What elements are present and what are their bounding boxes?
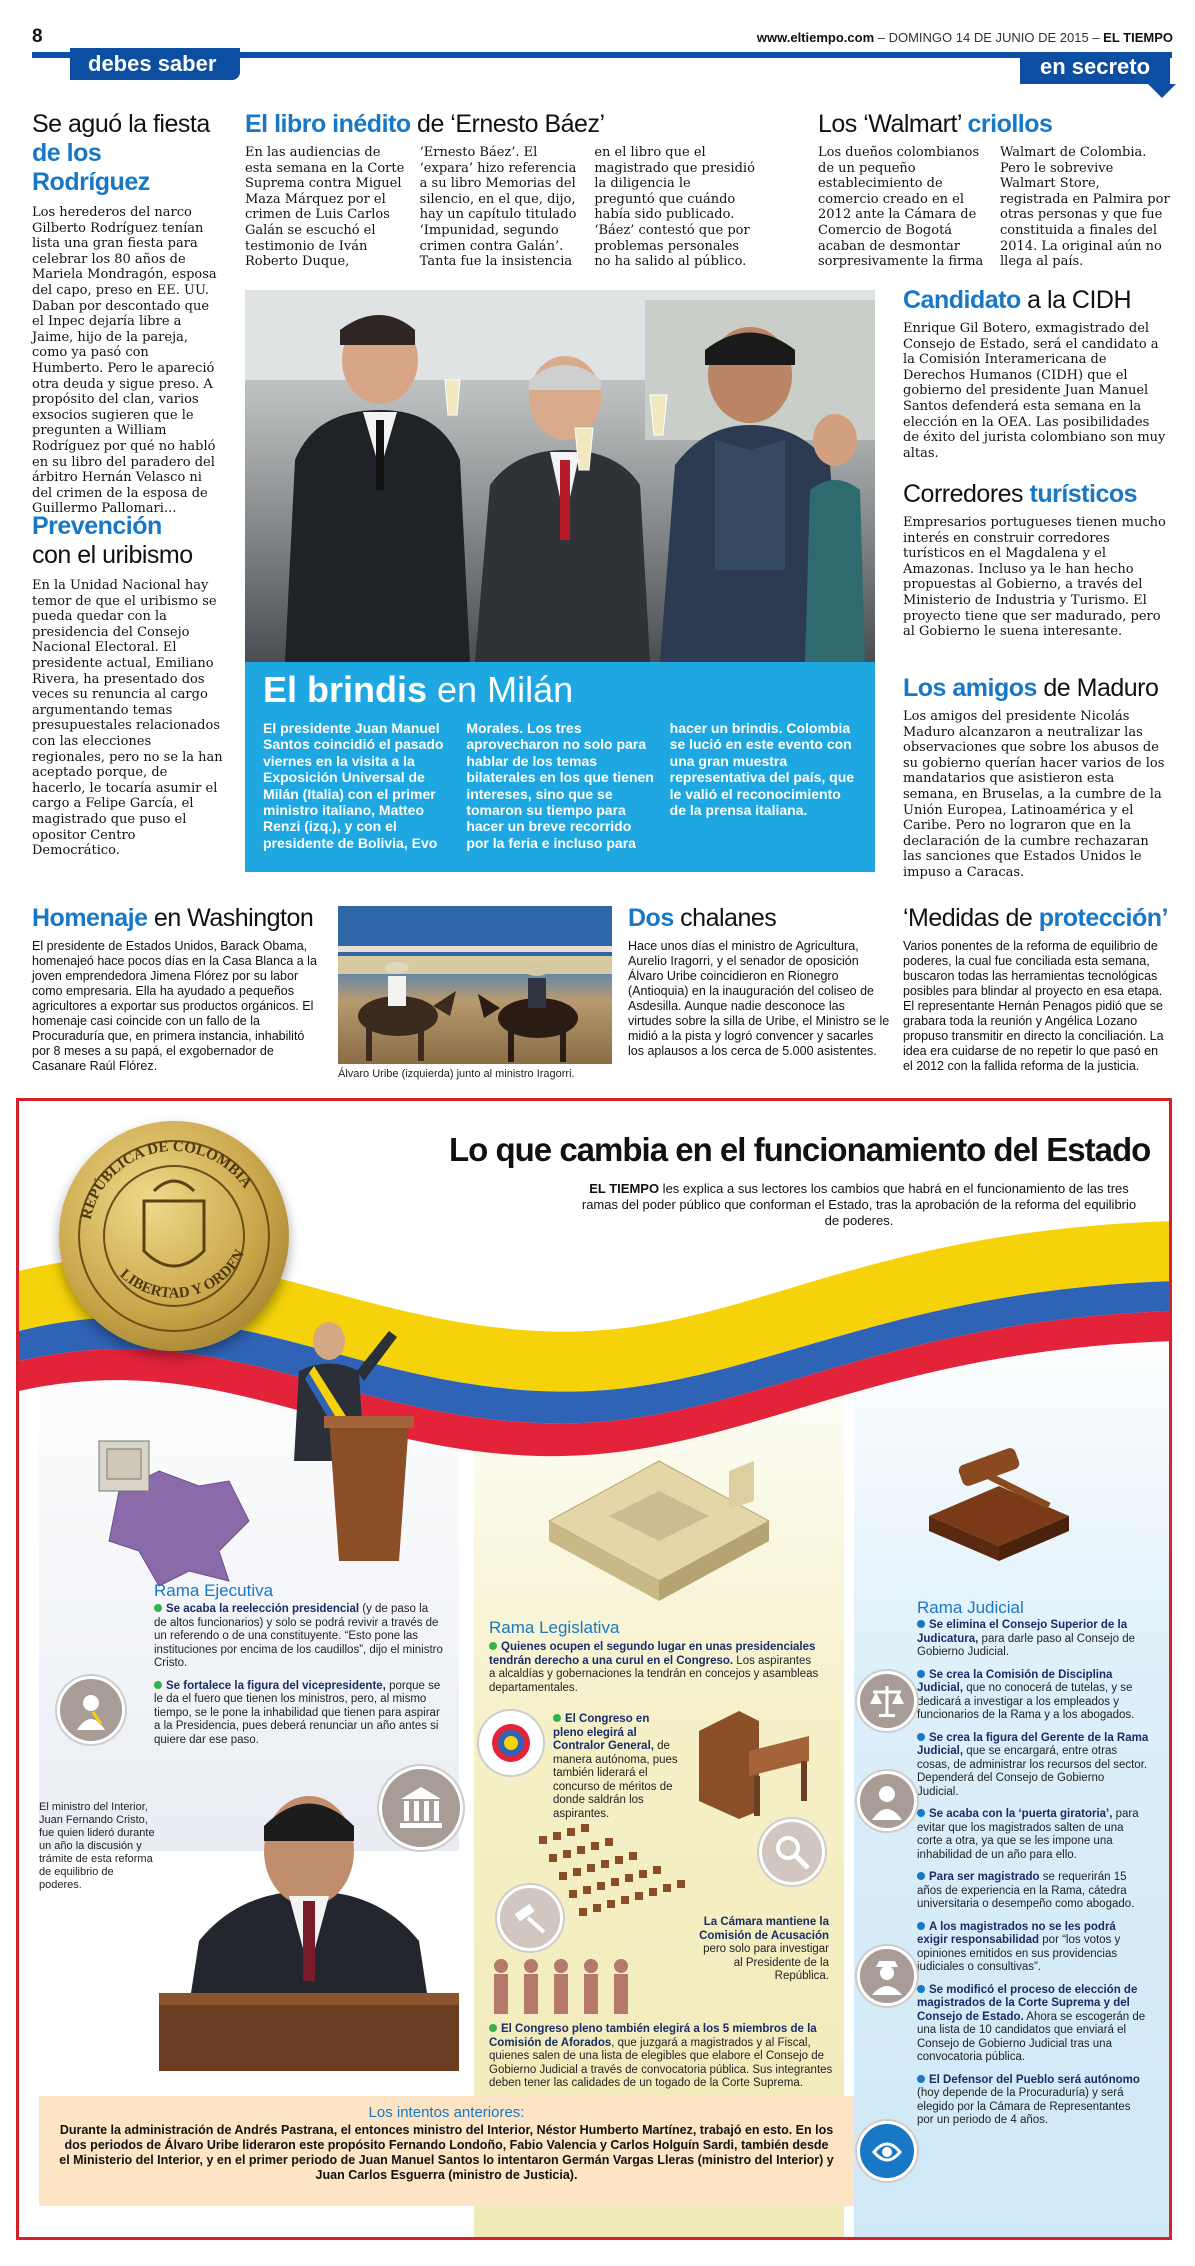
legislativa-item-4: El Congreso pleno también elegirá a los 5 miembros de la Comisión de Aforados, que juzgará a magistrados y al Fiscal, quienes salen de una lista de elegibles que elabore el Consejo de Gobierno Judicial a través de convocatoria pública. Sus integrantes deben tener las calidades de un togado de la Corte Suprema. — [489, 2023, 833, 2089]
article-body: Los dueños colombianos de un pequeño establecimiento de comercio creado en el 2012 ante la Cámara de Comercio de Bogotá acaban de desmontar sorpresivamente la firma Walmart de Colombia. Pero le sobrevive Walmart Store, registrada en Palmira por otras personas y que fue constituida a finales del 2014. La original aún no llega al país. — [818, 145, 1170, 270]
judicial-item-2: Se crea la Comisión de Disciplina Judicial, que no conocerá de tutelas, y se dedicará a investigar a los empleados y funcionarios de la Rama y a los abogados. — [917, 1668, 1135, 1721]
masthead-line — [757, 30, 1173, 45]
issue-date: – DOMINGO 14 DE JUNIO DE 2015 – — [874, 30, 1104, 45]
brindis-box — [245, 662, 875, 872]
legislativa-item-2: El Congreso en pleno elegirá al Contralor General, de manera autónoma, pues también liderará el concurso de méritos de donde saldrán los aspirantes. — [553, 1713, 678, 1820]
intentos-body: Durante la administración de Andrés Pastrana, el entonces ministro del Interior, Néstor Humberto Martínez, trabajó en esto. En los dos periodos de Álvaro Uribe lideraron este propósito Fernando Londoño, Fabio Valencia y Carlos Holguín Sardi, también desde el Ministerio del Interior, y en el primer periodo de Juan Manuel Santos lo intentaron Germán Vargas Lleras (ministro del Interior) y Juan Carlos Esguerra (ministro de Justicia). — [59, 2123, 834, 2182]
article-body: Los herederos del narco Gilberto Rodríguez tenían lista una gran fiesta para celebrar los 80 años de Mariela Mondragón, esposa del capo, preso en EE. UU. Daban por descontado que el Inpec dejaría libre a Jaime, hijo de la pareja, como ya pasó con Humberto. Pero le apareció otra deuda y sigue preso. A propósito del clan, varios exsocios sugieren que le pregunten a William Rodríguez por qué no habló en su libro del paradero del árbitro Hernán Velasco ni del crimen de la esposa de Guillermo Pallomari... — [32, 205, 217, 517]
judicial-item-3: Se crea la figura del Gerente de la Rama Judicial, que se encargará, entre otras cosas, de administrar los recursos del sector. Dependerá del Consejo de Gobierno Judicial. — [917, 1731, 1149, 1798]
graphic-frame — [16, 1098, 1172, 2240]
article-amigos — [903, 674, 1168, 881]
photo-horses — [338, 906, 612, 1064]
intentos-title: Los intentos anteriores: — [368, 2104, 525, 2121]
headline: Corredores turísticos — [903, 480, 1138, 508]
article-body: Varios ponentes de la reforma de equilibrio de poderes, la cual fue conciliada esta semana, buscaron todas las herramientas tecnológicas posibles para blindar al proyecto en esa etapa. El representante Hernán Penagos pidió que se grabara toda la reunión y Angélica Lozano propuso transmitir en directo la conciliación. La idea era cuidarse de no repetir lo que pasó en el 2012 con la fallida reforma de la justicia. — [903, 939, 1164, 1073]
colombia-seal-icon — [59, 1121, 289, 1351]
headline: Prevención con el uribismo — [32, 512, 193, 569]
intentos-box — [39, 2096, 854, 2206]
article-body: Los amigos del presidente Nicolás Maduro alcanzaron a neutralizar las observaciones que sobre los abusos de su gobierno querían hacer varios de los mandatarios que asistieron esta semana, en Bruselas, a la cumbre de la Unión Europea, Latinoamérica y el Caribe. Pero no lograron que en la declaración de la cumbre rechazaran las sanciones que Estados Unidos le impuso a Caracas. — [903, 709, 1165, 880]
article-candidato — [903, 286, 1168, 461]
article-body: En las audiencias de esta semana en la Corte Suprema contra Miguel Maza Márquez por el crimen de Luis Carlos Galán se escuchó el testimonio de Iván Roberto Duque, ‘Ernesto Báez’. El ‘expara’ hizo referencia a su libro Memorias del silencio, en el que, dijo, hay un capítulo titulado ‘Impunidad, segundo crimen contra Galán’. Tanta fue la insistencia en el libro que el magistrado que presidió la diligencia le preguntó que cuándo había sido publicado. ‘Báez’ contestó que por problemas personales no ha salido al público. — [245, 145, 755, 270]
headline: Candidato a la CIDH — [903, 286, 1132, 314]
scales-icon — [857, 1671, 917, 1731]
graphic-intro: EL TIEMPO les explica a sus lectores los cambios que habrá en el funcionamiento de las tres ramas del poder público que conforman el Estado, tras la aprobación de la reforma del equilibrio de poderes. — [581, 1181, 1137, 1228]
article-body: El presidente de Estados Unidos, Barack Obama, homenajeó hace pocos días en la Casa Blanca a la joven emprendedora Jimena Flórez por su labor como empresaria. Ella ha ayudado a pequeños agricultores a exportar sus productos orgánicos. El homenaje casi coincide con un fallo de la Procuraduría que, en primera instancia, inhabilitó por 8 meses a su papá, el exgobernador de Casanare Raúl Flórez. — [32, 939, 317, 1073]
gavel-icon — [919, 1436, 1079, 1561]
colombia-map-icon — [79, 1431, 269, 1591]
judicial-list — [917, 1619, 1149, 2137]
headline: ‘Medidas de protección’ — [903, 904, 1168, 932]
vice-president-icon — [57, 1676, 125, 1744]
manager-icon — [857, 1771, 917, 1831]
article-walmart — [818, 110, 1170, 273]
judicial-item-8: El Defensor del Pueblo será autónomo (hoy depende de la Procuraduría) y será elegido por la Cámara de Representantes por un periodo de 4 años. — [917, 2073, 1140, 2126]
article-body: Empresarios portugueses tienen mucho interés en construir corredores turísticos en el Magdalena y el Amazonas. Incluso ya le han hecho propuestas al Gobierno, a través del Ministerio de Industria y Turismo. El proyecto tiene que ser madurado, pero al Gobierno le suena interesante. — [903, 515, 1166, 640]
president-podium-figure — [269, 1311, 429, 1561]
graphic-title: Lo que cambia en el funcionamiento del Estado — [449, 1131, 1151, 1168]
headline: Los amigos de Maduro — [903, 674, 1159, 702]
article-rodriguez — [32, 110, 224, 517]
headline: Homenaje en Washington — [32, 904, 314, 932]
photo-caption: Álvaro Uribe (izquierda) junto al ministro Iragorri. — [338, 1068, 575, 1080]
seal-bottom-text: LIBERTAD Y ORDEN — [116, 1247, 249, 1302]
ejecutiva-item-1: Se acaba la reelección presidencial (y de paso la de altos funcionarios) y solo se podrá revivir a través de un referendo o de una constituyente. “Esto pone las instituciones por encima de los caudillos”, dijo el ministro Cristo. — [154, 1603, 443, 1669]
legislativa-item-1: Quienes ocupen el segundo lugar en unas presidenciales tendrán derecho a una curul en el Congreso. Los aspirantes a alcaldías y gobernaciones la tendrán en concejos y asambleas departamentales. — [489, 1641, 819, 1694]
rama-judicial-title: Rama Judicial — [917, 1598, 1024, 1617]
photo-brindis-drawing — [245, 290, 875, 662]
article-homenaje — [32, 904, 317, 1074]
magistrate-icon — [857, 1946, 917, 2006]
gavel-small-icon — [497, 1885, 563, 1951]
article-libro — [245, 110, 755, 273]
desk-chair-icon — [679, 1691, 819, 1821]
ejecutiva-list — [154, 1603, 444, 1756]
page-number: 8 — [32, 26, 43, 47]
defensor-icon — [857, 2121, 917, 2181]
article-body: El presidente Juan Manuel Santos coincidió el pasado viernes en la visita a la Exposición Universal de Milán (Italia) con el primer ministro italiano, Matteo Renzi (izq.), y con el presidente de Bolivia, Evo Morales. Los tres aprovecharon no solo para hablar de los temas bilaterales en los que tienen intereses, sino que se tomaron su tiempo para hacer un breve recorrido por la feria e incluso para hacer un brindis. Colombia se lució en este evento con una gran muestra representativa del país, que le valió el reconocimiento de la prensa italiana. — [263, 720, 855, 851]
headline: Dos chalanes — [628, 904, 777, 932]
magnifier-icon — [759, 1819, 825, 1885]
article-body: Hace unos días el ministro de Agricultura, Aurelio Iragorri, y el senador de oposición Álvaro Uribe coincidieron en Rionegro (Antioquia) en la inauguración del coliseo de Asdesilla. Aunque nadie desconoce las virtudes sobre la silla de Uribe, el Ministro se le midió a la pista y logró convencer y sacarles los aplausos a los cerca de 5.000 asistentes. — [628, 939, 890, 1058]
ejecutiva-item-2: Se fortalece la figura del vicepresidente, porque se le da el fuero que tienen los ministros, pero, al mismo tiempo, se le pone la inhabilidad que tienen para aspirar a la Presidencia, pues deberá renunciar un año antes si quiere dar ese paso. — [154, 1679, 441, 1746]
legislativa-list-3 — [699, 1916, 829, 1993]
article-chalanes — [628, 904, 890, 1059]
section-tab-left: debes saber — [70, 48, 240, 80]
headline: El libro inédito de ‘Ernesto Báez’ — [245, 110, 605, 138]
judicial-item-1: Se elimina el Consejo Superior de la Judicatura, para darle paso al Consejo de Gobierno Judicial. — [917, 1619, 1135, 1658]
cristo-caption: El ministro del Interior, Juan Fernando Cristo, fue quien lideró durante un año la discusión y trámite de esta reforma de equilibrio de poderes. — [39, 1801, 155, 1891]
judicial-item-5: Para ser magistrado se requerirán 15 años de experiencia en la Rama, cátedra universitaria o desempeño como abogado. — [917, 1871, 1135, 1910]
headline: El brindis en Milán — [263, 669, 574, 710]
seal-inner — [59, 1121, 289, 1351]
judicial-item-4: Se acaba con la ‘puerta giratoria’, para evitar que los magistrados salten de una corte a otra, ya que se les impone una inhabilidad de un año para ello. — [917, 1808, 1139, 1861]
legislativa-list-2 — [553, 1713, 683, 1830]
article-medidas — [903, 904, 1171, 1074]
rama-ejecutiva-title: Rama Ejecutiva — [154, 1581, 274, 1600]
legislativa-item-3: La Cámara mantiene la Comisión de Acusación pero solo para investigar al Presidente de la República. — [699, 1916, 829, 1982]
judicial-item-6: A los magistrados no se les podrá exigir responsabilidad por “los votos y opiniones emitidos en sus providencias judiciales o consultivas”. — [917, 1920, 1121, 1973]
people-row-icon — [489, 1956, 679, 2018]
legislativa-list-4 — [489, 2023, 849, 2100]
section-tab-right: en secreto — [1020, 52, 1170, 84]
article-body: Enrique Gil Botero, exmagistrado del Consejo de Estado, será el candidato a la Comisión Interamericana de Derechos Humanos (CIDH) que el gobierno del presidente Juan Manuel Santos defenderá esta semana en la elección en la OEA. Las posibilidades de éxito del jurista colombiano son muy altas. — [903, 321, 1166, 461]
photo-horses-drawing — [338, 906, 612, 1064]
section-tab-arrow — [1148, 84, 1176, 98]
article-prevencion — [32, 512, 224, 859]
judicial-item-7: Se modificó el proceso de elección de magistrados de la Corte Suprema y del Consejo de Estado. Ahora se escogerán de una lista de 10 candidatos que enviará el Consejo de Gobierno Judicial tras una convocatoria pública. — [917, 1983, 1146, 2063]
seal-top-text: REPÚBLICA DE COLOMBIA — [78, 1138, 255, 1222]
headline: Los ‘Walmart’ criollos — [818, 110, 1053, 138]
article-corredores — [903, 480, 1168, 640]
rama-legislativa-title: Rama Legislativa — [489, 1618, 620, 1637]
svg-text:REPÚBLICA DE COLOMBIA — [79, 1139, 255, 1221]
contralor-icon — [479, 1711, 543, 1775]
photo-brindis — [245, 290, 875, 662]
site-url[interactable]: www.eltiempo.com — [756, 30, 875, 45]
capitol-icon — [379, 1766, 463, 1850]
capitol-building-icon — [539, 1431, 779, 1601]
article-body: En la Unidad Nacional hay temor de que el uribismo se pueda quedar con la presidencia del Consejo Nacional Electoral. El presidente actual, Emiliano Rivera, ha presentado dos veces su renuncia al cargo argumentando temas presupuestales relacionados con las elecciones regionales, pero no se la han aceptado porque, de hacerlo, le tocaría asumir el cargo a Felipe García, el magistrado que puso el opositor Centro Democrático. — [32, 578, 223, 859]
paper-name: EL TIEMPO — [1103, 30, 1173, 45]
svg-text:LIBERTAD Y ORDEN — [117, 1247, 249, 1302]
headline: Se aguó la fiesta de los Rodríguez — [32, 110, 210, 196]
